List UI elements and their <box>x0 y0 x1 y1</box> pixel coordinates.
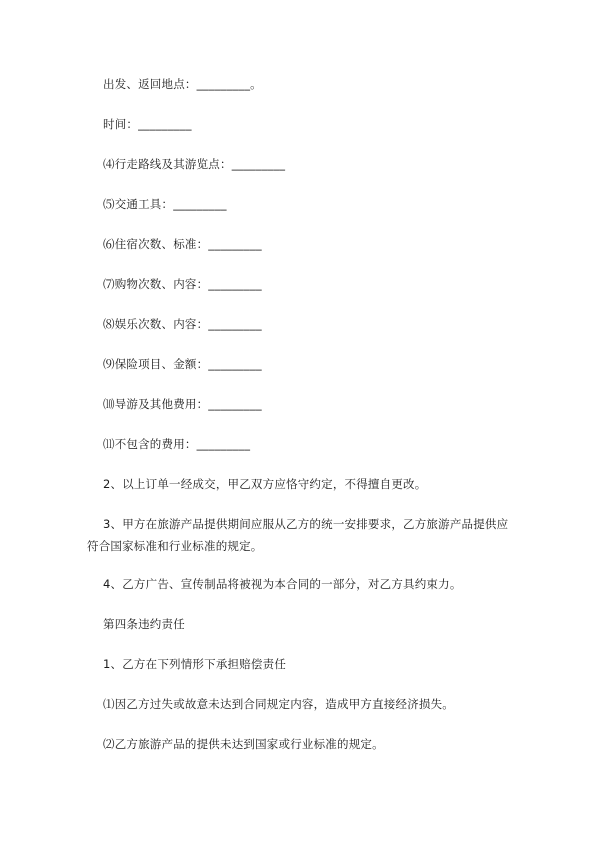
liability-item-1-2: ⑵乙方旅游产品的提供未达到国家或行业标准的规定。 <box>103 737 384 751</box>
entertainment-line: ⑻娱乐次数、内容：_________ <box>103 317 262 331</box>
shopping-line: ⑺购物次数、内容：_________ <box>103 277 262 291</box>
guide-fees-line: ⑽导游及其他费用：_________ <box>103 397 262 411</box>
transport-line: ⑸交通工具：_________ <box>103 197 227 211</box>
time-line: 时间：_________ <box>103 117 192 131</box>
excluded-fees-line: ⑾不包含的费用：_________ <box>103 437 251 451</box>
section-4-title: 第四条违约责任 <box>103 617 185 631</box>
clause-3-line-2: 符合国家标准和行业标准的规定。 <box>87 539 263 553</box>
clause-3-line-1: 3、甲方在旅游产品提供期间应服从乙方的统一安排要求，乙方旅游产品提供应 <box>103 517 509 531</box>
departure-return-location-line: 出发、返回地点：_________。 <box>103 77 262 91</box>
clause-4-paragraph: 4、乙方广告、宣传制品将被视为本合同的一部分，对乙方具约束力。 <box>103 577 462 591</box>
liability-item-1: 1、乙方在下列情形下承担赔偿责任 <box>103 657 287 671</box>
clause-2-paragraph: 2、以上订单一经成交，甲乙双方应恪守约定，不得擅自更改。 <box>103 477 427 491</box>
liability-item-1-1: ⑴因乙方过失或故意未达到合同规定内容，造成甲方直接经济损失。 <box>103 697 454 711</box>
route-line: ⑷行走路线及其游览点：_________ <box>103 157 286 171</box>
insurance-line: ⑼保险项目、金额：_________ <box>103 357 262 371</box>
accommodation-line: ⑹住宿次数、标准：_________ <box>103 237 262 251</box>
